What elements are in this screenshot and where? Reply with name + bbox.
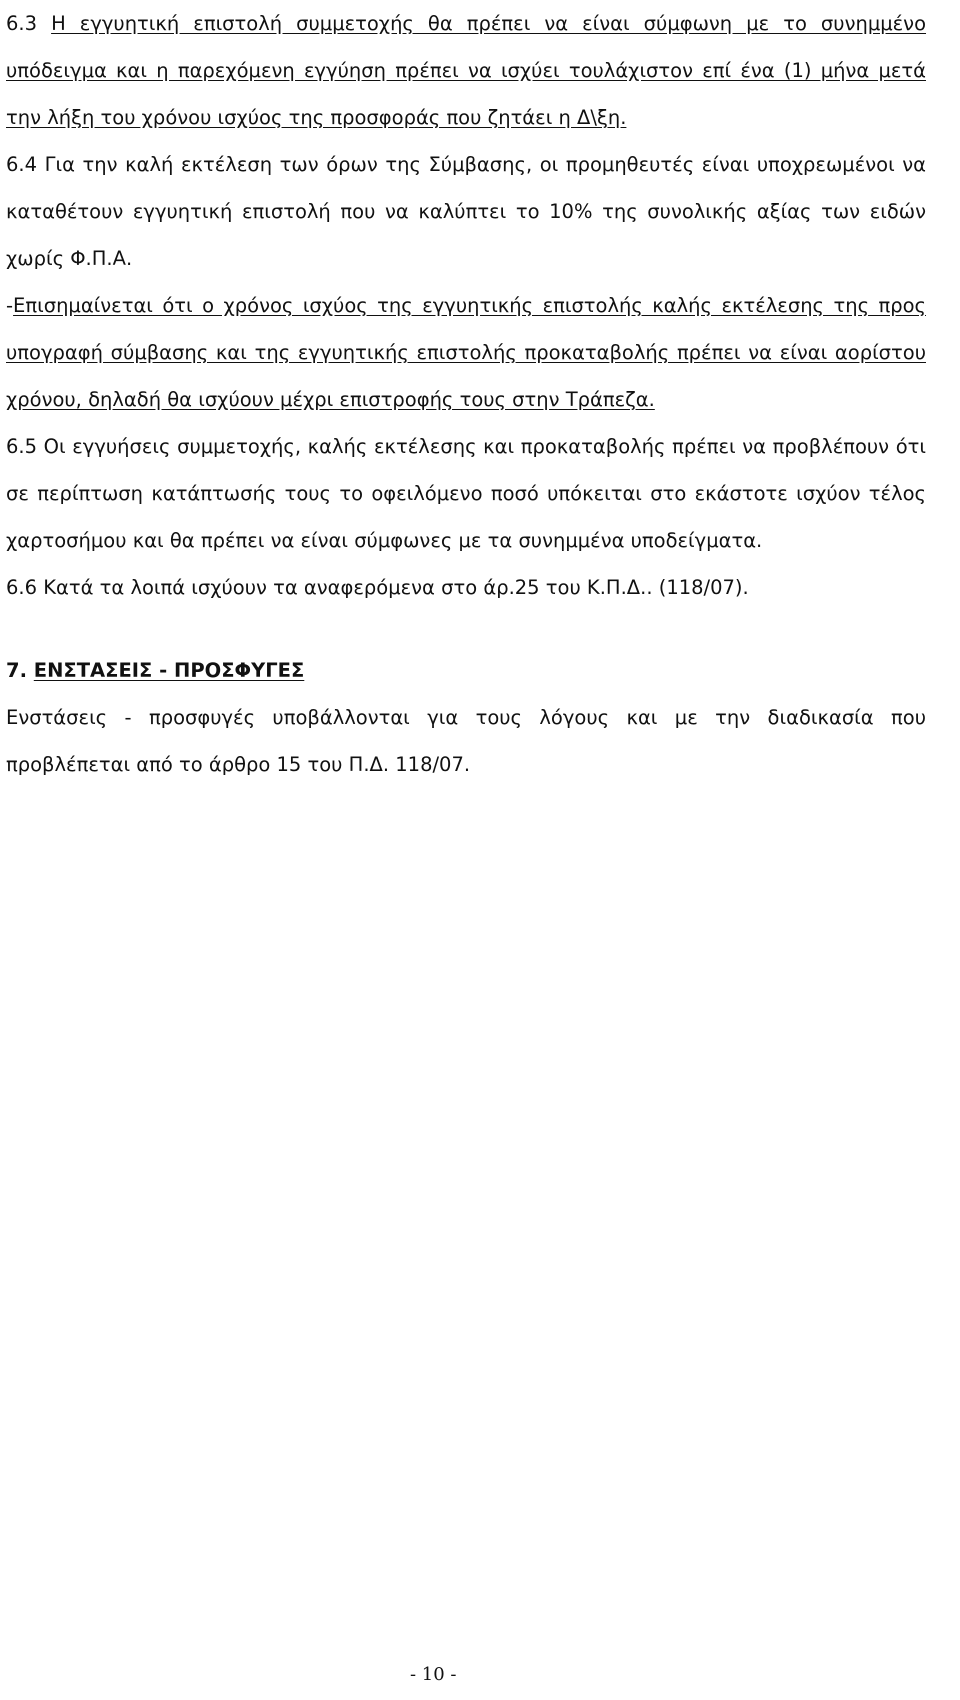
page-number: - 10 - (410, 1664, 457, 1685)
note-dash: - (6, 294, 14, 317)
paragraph-number: 6.3 (6, 12, 38, 35)
paragraph-text: Κατά τα λοιπά ισχύουν τα αναφερόμενα στο άρ.25 του Κ.Π.Δ.. (118/07). (43, 576, 749, 599)
section-7-heading (6, 647, 926, 694)
paragraph-text: Η εγγυητική επιστολή συμμετοχής θα πρέπει να είναι σύμφωνη με το συνημμένο υπόδειγμα και η παρεχόμενη εγγύηση πρέπει να ισχύει τουλάχιστον επί ένα (1) μήνα μετά την λήξη του χρόνου ισχύος της προσφοράς που ζητάει η Δ\ξη. (6, 12, 927, 129)
paragraph-6-5 (6, 423, 926, 564)
paragraph-section-7 (6, 694, 926, 788)
paragraph-6-6 (6, 564, 926, 611)
paragraph-note (6, 282, 926, 423)
paragraph-6-4 (6, 141, 926, 282)
paragraph-number: 6.4 (6, 153, 38, 176)
section-number: 7. (6, 659, 27, 682)
paragraph-text: Ενστάσεις - προσφυγές υποβάλλονται για τους λόγους και με την διαδικασία που προβλέπεται από το άρθρο 15 του Π.Δ. 118/07. (6, 706, 926, 776)
paragraph-number: 6.5 (6, 435, 38, 458)
paragraph-text: Οι εγγυήσεις συμμετοχής, καλής εκτέλεσης και προκαταβολής πρέπει να προβλέπουν ότι σε περίπτωση κατάπτωσής τους το οφειλόμενο ποσό υπόκειται στο εκάστοτε ισχύον τέλος χαρτοσήμου και θα πρέπει να είναι σύμφωνες με τα συνημμένα υποδείγματα. (6, 435, 926, 552)
note-text: Επισημαίνεται ότι ο χρόνος ισχύος της εγγυητικής επιστολής καλής εκτέλεσης της προς υπογραφή σύμβασης και της εγγυητικής επιστολής προκαταβολής πρέπει να είναι αορίστου χρόνου, δηλαδή θα ισχύουν μέχρι επιστροφής τους στην Τράπεζα. (6, 294, 926, 411)
section-title: ΕΝΣΤΑΣΕΙΣ - ΠΡΟΣΦΥΓΕΣ (33, 659, 305, 682)
paragraph-number: 6.6 (6, 576, 38, 599)
paragraph-text: Για την καλή εκτέλεση των όρων της Σύμβασης, οι προμηθευτές είναι υποχρεωμένοι να καταθέτουν εγγυητική επιστολή που να καλύπτει το 10% της συνολικής αξίας των ειδών χωρίς Φ.Π.Α. (6, 153, 927, 270)
paragraph-6-3 (6, 0, 926, 141)
document-page (6, 0, 926, 788)
